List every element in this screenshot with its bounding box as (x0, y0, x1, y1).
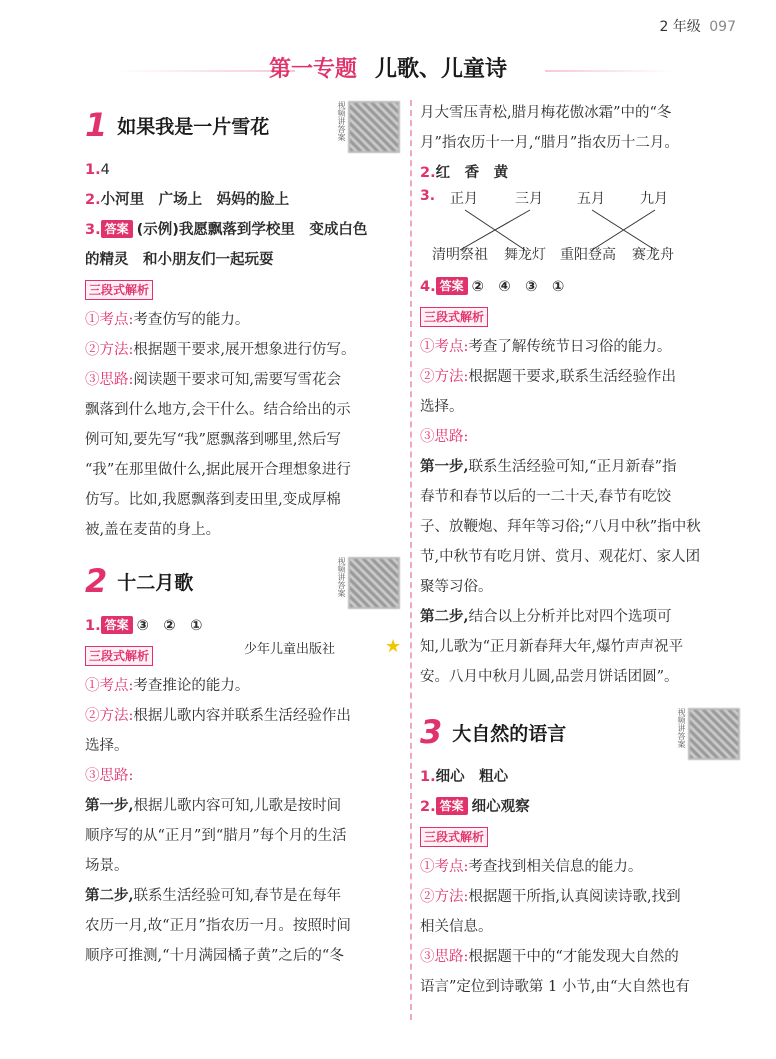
question-number: 3. (420, 188, 436, 204)
answer-text: ② ④ ③ ① (471, 279, 565, 295)
topic-label: 第一专题 (268, 57, 357, 82)
matching-diagram (420, 188, 740, 272)
question-number: 2. (420, 165, 436, 181)
analysis-badge: 三段式解析 (420, 307, 488, 327)
step-label: 第一步, (420, 458, 469, 475)
section-number: 3 (420, 713, 443, 751)
grade-label: 2 年级 (659, 19, 701, 35)
step-text: 安。八月中秋月儿圆,品尝月饼话团圆”。 (420, 669, 679, 685)
method-label: ②方法: (85, 708, 134, 724)
step-text: 聚等习俗。 (420, 579, 493, 595)
method-text: 根据题干要求,展开想象进行仿写。 (133, 342, 356, 358)
month-label: 正月 (450, 191, 478, 207)
analysis-badge: 三段式解析 (85, 646, 153, 666)
left-column (85, 95, 400, 971)
month-label: 五月 (577, 191, 605, 207)
answer-tag: 答案 (101, 616, 133, 634)
step-text: 春节和春节以后的一二十天,春节有吃饺 (420, 489, 672, 505)
page-header (659, 16, 736, 36)
answer-text: 4 (100, 162, 110, 178)
idea-text: 语言”定位到诗歌第 1 小节,由“大自然也有 (420, 979, 690, 995)
idea-text: 仿写。比如,我愿飘落到麦田里,变成厚棉 (85, 492, 341, 508)
step-text: 农历一月,故“正月”指农历一月。按照时间 (85, 918, 351, 934)
answer-text: 小河里 广场上 妈妈的脸上 (100, 192, 290, 208)
point-label: ①考点: (85, 678, 134, 694)
idea-text: 飘落到什么地方,会干什么。结合给出的示 (85, 402, 351, 418)
answer-text: 细心观察 (471, 799, 530, 815)
step-text: 联系生活经验可知,春节是在每年 (133, 888, 342, 904)
method-text: 根据题干要求,联系生活经验作出 (468, 369, 676, 385)
step-text: 结合以上分析并比对四个选项可 (468, 609, 672, 625)
topic-name: 儿歌、儿童诗 (375, 57, 508, 82)
festival-label: 重阳登高 (560, 247, 616, 263)
answer-text: 红 香 黄 (435, 165, 509, 181)
method-text: 相关信息。 (420, 919, 493, 935)
publisher-watermark: 少年儿童出版社 (244, 642, 336, 657)
step-label: 第二步, (420, 608, 469, 625)
step-text: 子、放鞭炮、拜年等习俗;“八月中秋”指中秋 (420, 519, 701, 535)
festival-label: 清明祭祖 (432, 247, 488, 263)
step-label: 第一步, (85, 797, 134, 814)
step-label: 第二步, (85, 887, 134, 904)
point-label: ①考点: (420, 339, 469, 355)
answer-tag: 答案 (101, 220, 133, 238)
step-text: 根据儿歌内容可知,儿歌是按时间 (133, 798, 342, 814)
qr-image (688, 708, 740, 760)
answer-text: 的精灵 和小朋友们一起玩耍 (85, 252, 274, 268)
section-number: 1 (85, 106, 108, 144)
qr-code[interactable] (337, 557, 400, 609)
idea-text: 根据题干中的“才能发现大自然的 (468, 949, 679, 965)
answer-tag: 答案 (436, 797, 468, 815)
question-number: 1. (420, 769, 436, 785)
idea-label: ③思路: (85, 768, 134, 784)
qr-code[interactable] (677, 708, 740, 760)
point-text: 考查找到相关信息的能力。 (468, 859, 643, 875)
question-number: 2. (420, 799, 436, 815)
idea-text: 例可知,要先写“我”愿飘落到哪里,然后写 (85, 432, 342, 448)
analysis-badge: 三段式解析 (420, 827, 488, 847)
step-text: 月”指农历十一月,“腊月”指农历十二月。 (420, 135, 679, 151)
step-text: 月大雪压青松,腊月梅花傲冰霜”中的“冬 (420, 105, 672, 121)
section-title: 如果我是一片雪花 (117, 115, 270, 138)
answer-text: 细心 粗心 (435, 769, 509, 785)
qr-label: 视频讲答案 (337, 557, 346, 597)
qr-image (348, 557, 400, 609)
qr-image (348, 101, 400, 153)
section-title: 十二月歌 (117, 571, 194, 594)
step-text: 顺序写的从“正月”到“腊月”每个月的生活 (85, 828, 347, 844)
festival-label: 舞龙灯 (504, 247, 546, 263)
method-label: ②方法: (85, 342, 134, 358)
method-text: 根据题干所指,认真阅读诗歌,找到 (468, 889, 681, 905)
method-text: 根据儿歌内容并联系生活经验作出 (133, 708, 351, 724)
page-number: 097 (709, 19, 736, 35)
section-1-header (85, 95, 400, 155)
method-text: 选择。 (420, 399, 464, 415)
idea-text: “我”在那里做什么,据此展开合理想象进行 (85, 462, 351, 478)
method-label: ②方法: (420, 369, 469, 385)
step-text: 联系生活经验可知,“正月新春”指 (468, 459, 677, 475)
idea-text: 被,盖在麦苗的身上。 (85, 522, 221, 538)
month-label: 九月 (640, 191, 668, 207)
point-label: ①考点: (85, 312, 134, 328)
qr-code[interactable] (337, 101, 400, 153)
section-2-header (85, 551, 400, 611)
star-icon: ★ (385, 636, 402, 657)
idea-label: ③思路: (420, 429, 469, 445)
method-text: 选择。 (85, 738, 129, 754)
answer-tag: 答案 (436, 277, 468, 295)
question-number: 2. (85, 192, 101, 208)
section-title: 大自然的语言 (452, 722, 567, 745)
point-text: 考查仿写的能力。 (133, 312, 250, 328)
question-number: 1. (85, 162, 101, 178)
question-number: 3. (85, 222, 101, 238)
festival-label: 赛龙舟 (632, 247, 674, 263)
method-label: ②方法: (420, 889, 469, 905)
qr-label: 视频讲答案 (677, 708, 686, 748)
answer-text: (示例)我愿飘落到学校里 变成白色 (136, 222, 368, 238)
point-text: 考查推论的能力。 (133, 678, 250, 694)
idea-label: ③思路: (85, 372, 134, 388)
qr-label: 视频讲答案 (337, 101, 346, 141)
analysis-badge: 三段式解析 (85, 280, 153, 300)
idea-label: ③思路: (420, 949, 469, 965)
question-number: 1. (85, 618, 101, 634)
right-column (420, 98, 740, 1002)
section-number: 2 (85, 562, 108, 600)
answer-text: ③ ② ① (136, 618, 203, 634)
column-divider (410, 100, 412, 1020)
step-text: 顺序可推测,“十月满园橘子黄”之后的“冬 (85, 948, 344, 964)
section-3-header (420, 702, 740, 762)
step-text: 节,中秋节有吃月饼、赏月、观花灯、家人团 (420, 549, 701, 565)
point-text: 考查了解传统节日习俗的能力。 (468, 339, 672, 355)
page-title (0, 52, 776, 83)
month-label: 三月 (515, 191, 543, 207)
step-text: 知,儿歌为“正月新春拜大年,爆竹声声祝平 (420, 639, 684, 655)
point-label: ①考点: (420, 859, 469, 875)
idea-text: 阅读题干要求可知,需要写雪花会 (133, 372, 341, 388)
question-number: 4. (420, 279, 436, 295)
step-text: 场景。 (85, 858, 129, 874)
